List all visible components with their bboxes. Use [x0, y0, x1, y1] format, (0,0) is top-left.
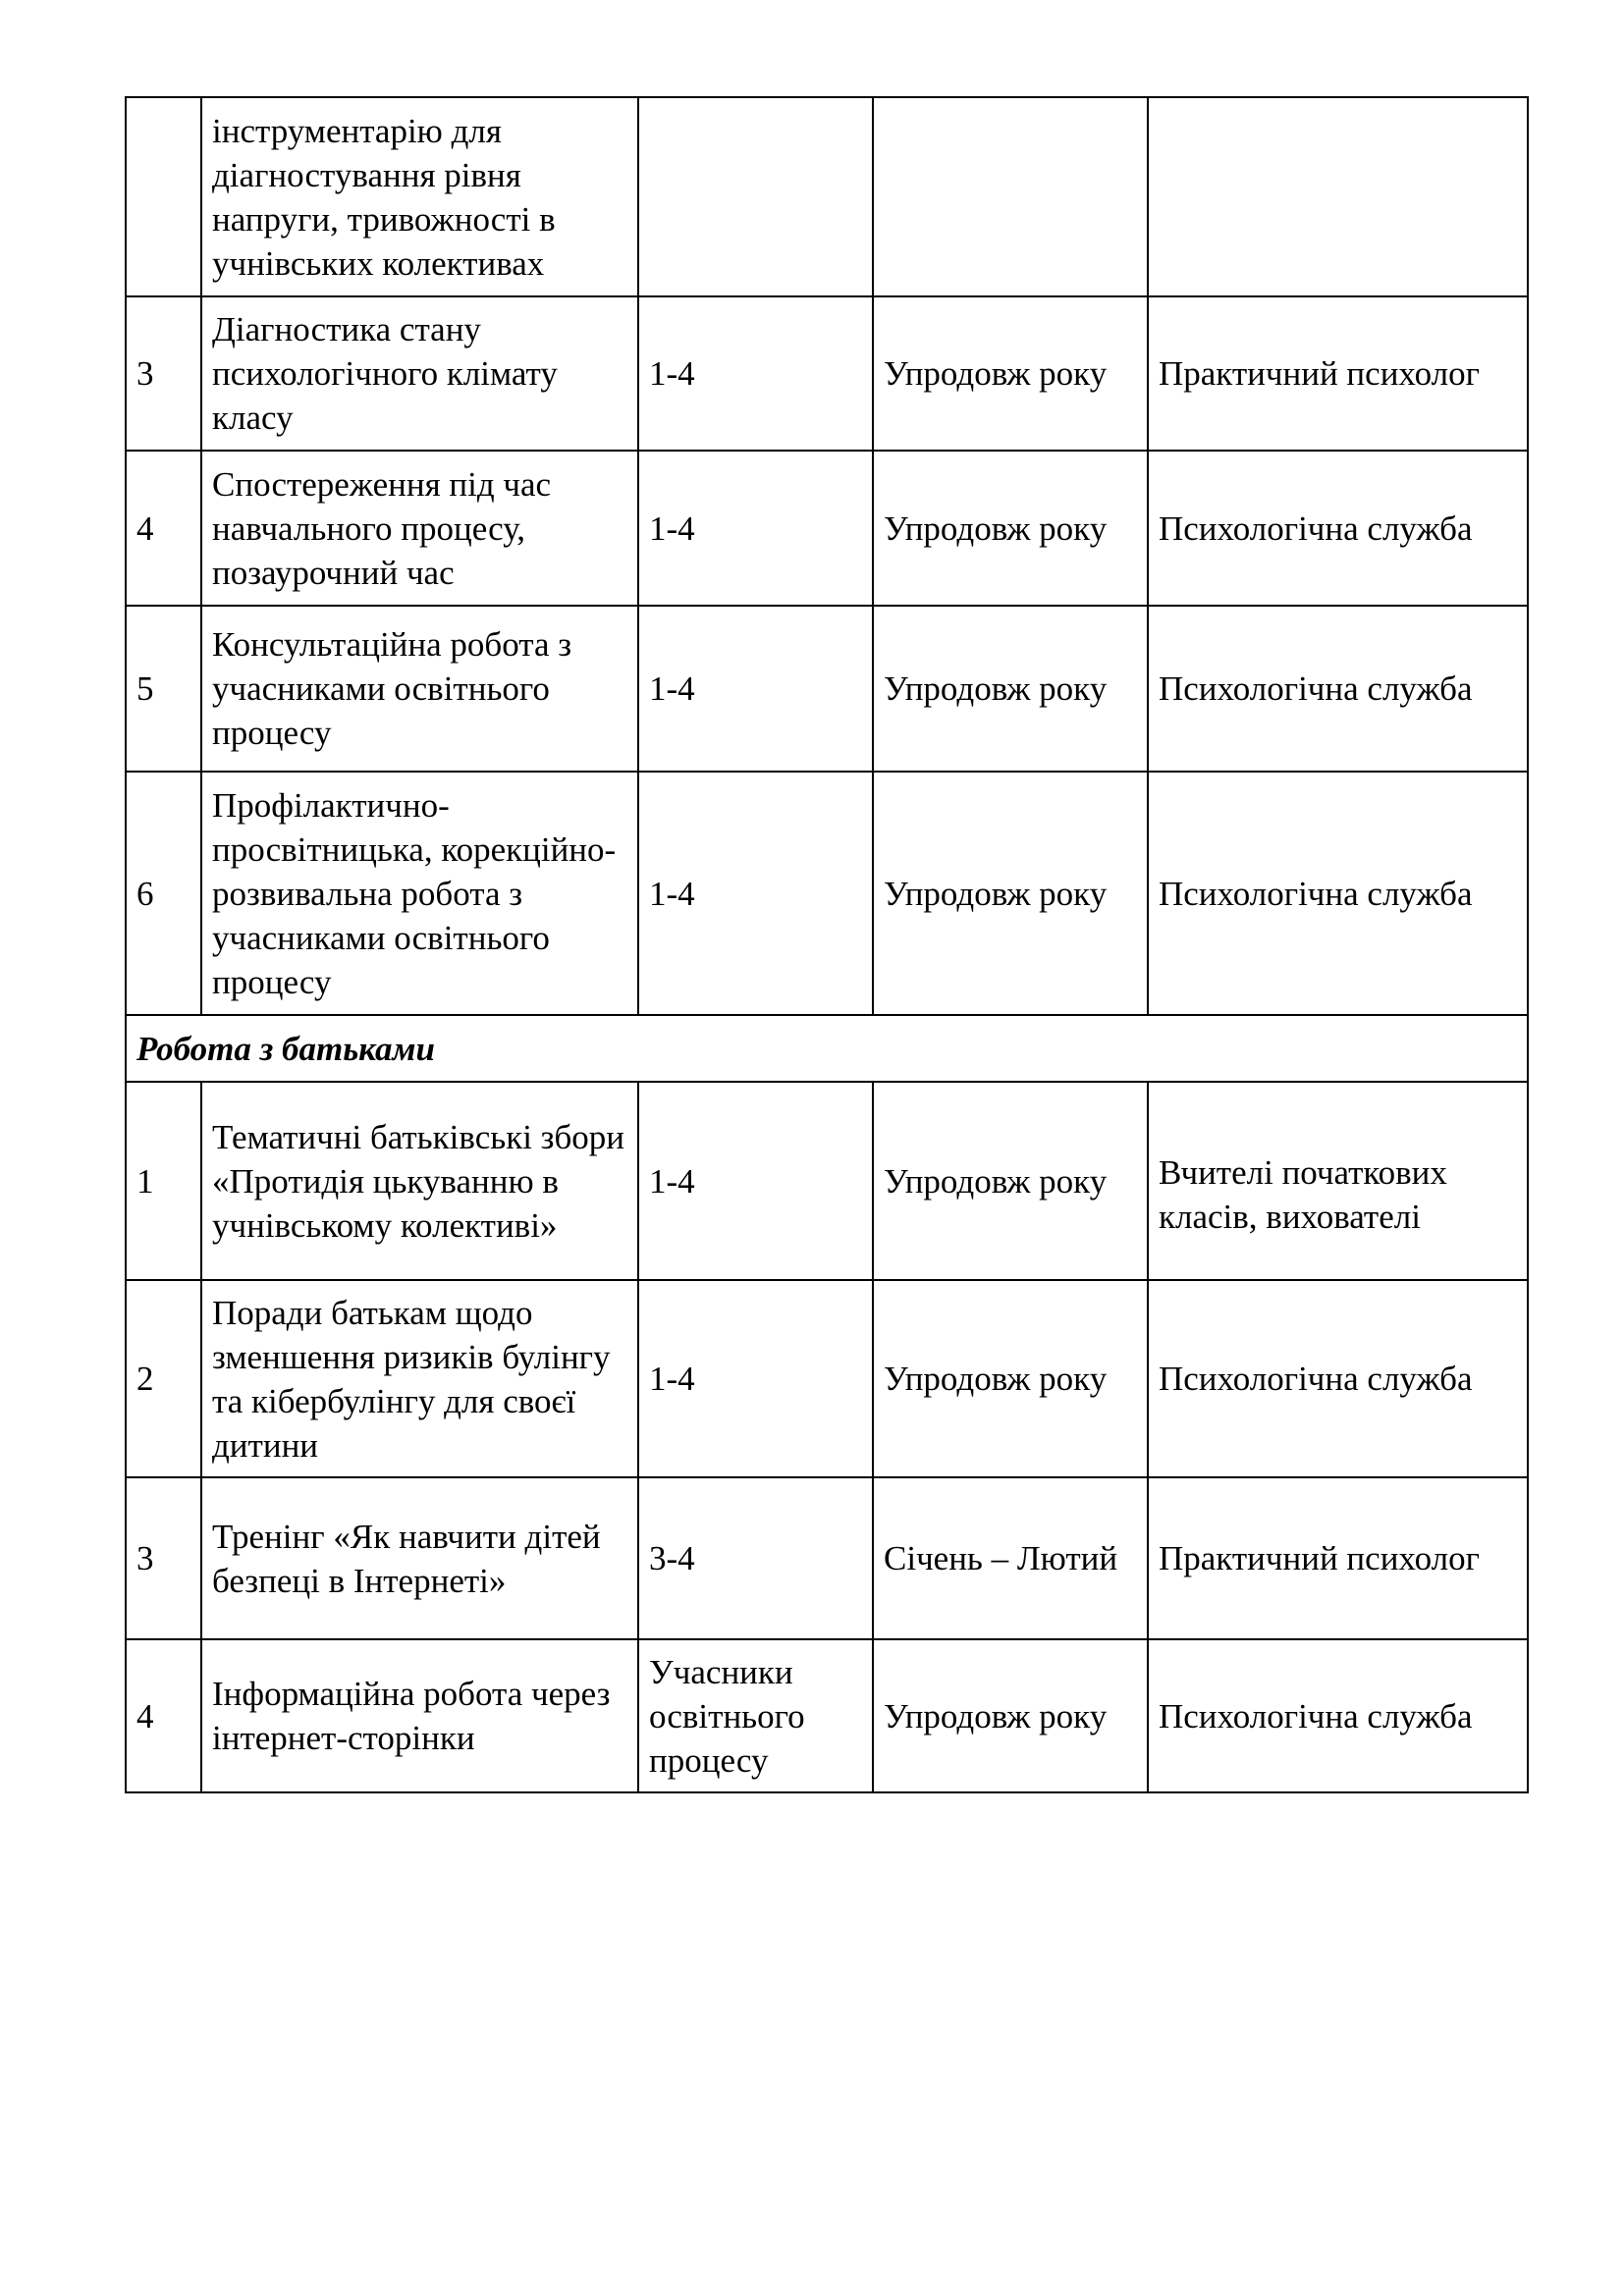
- activity-cell: Поради батькам щодо зменшення ризиків булінгу та кібербулінгу для своєї дитини: [201, 1280, 638, 1477]
- responsible-cell: Психологічна служба: [1148, 606, 1528, 772]
- activity-cell: Консультаційна робота з учасниками освітнього процесу: [201, 606, 638, 772]
- period-cell: Упродовж року: [873, 451, 1148, 606]
- row-number: 1: [126, 1082, 201, 1280]
- grade-cell: 1-4: [638, 772, 873, 1015]
- activity-cell: Тематичні батьківські збори «Протидія цькуванню в учнівському колективі»: [201, 1082, 638, 1280]
- row-number: 4: [126, 451, 201, 606]
- period-cell: Упродовж року: [873, 772, 1148, 1015]
- responsible-cell: Психологічна служба: [1148, 1639, 1528, 1792]
- activity-cell: Діагностика стану психологічного клімату класу: [201, 296, 638, 451]
- table-row: [126, 451, 1528, 606]
- activity-cell: інструментарію для діагностування рівня напруги, тривожності в учнівських колективах: [201, 97, 638, 296]
- table-row: [126, 1477, 1528, 1639]
- activity-cell: Профілактично-просвітницька, корекційно-розвивальна робота з учасниками освітнього процесу: [201, 772, 638, 1015]
- period-cell: Січень – Лютий: [873, 1477, 1148, 1639]
- responsible-cell: Психологічна служба: [1148, 451, 1528, 606]
- period-cell: Упродовж року: [873, 1082, 1148, 1280]
- table-row: [126, 1639, 1528, 1792]
- row-number: 3: [126, 1477, 201, 1639]
- responsible-cell: Психологічна служба: [1148, 1280, 1528, 1477]
- section-row: [126, 1015, 1528, 1082]
- period-cell: Упродовж року: [873, 1280, 1148, 1477]
- period-cell: Упродовж року: [873, 1639, 1148, 1792]
- grade-cell: 3-4: [638, 1477, 873, 1639]
- table-row: [126, 606, 1528, 772]
- table-row: [126, 296, 1528, 451]
- table-row: [126, 1280, 1528, 1477]
- activity-cell: Тренінг «Як навчити дітей безпеці в Інтернеті»: [201, 1477, 638, 1639]
- responsible-cell: [1148, 97, 1528, 296]
- grade-cell: [638, 97, 873, 296]
- grade-cell: 1-4: [638, 1280, 873, 1477]
- period-cell: Упродовж року: [873, 606, 1148, 772]
- grade-cell: 1-4: [638, 606, 873, 772]
- activity-plan-table: [125, 96, 1529, 1793]
- grade-cell: Учасники освітнього процесу: [638, 1639, 873, 1792]
- responsible-cell: Вчителі початкових класів, вихователі: [1148, 1082, 1528, 1280]
- responsible-cell: Практичний психолог: [1148, 296, 1528, 451]
- row-number: 3: [126, 296, 201, 451]
- row-number: 2: [126, 1280, 201, 1477]
- activity-cell: Спостереження під час навчального процесу, позаурочний час: [201, 451, 638, 606]
- responsible-cell: Практичний психолог: [1148, 1477, 1528, 1639]
- table-row: [126, 772, 1528, 1015]
- grade-cell: 1-4: [638, 1082, 873, 1280]
- row-number: [126, 97, 201, 296]
- period-cell: [873, 97, 1148, 296]
- row-number: 6: [126, 772, 201, 1015]
- grade-cell: 1-4: [638, 451, 873, 606]
- activity-cell: Інформаційна робота через інтернет-сторінки: [201, 1639, 638, 1792]
- section-title: Робота з батьками: [126, 1015, 1528, 1082]
- period-cell: Упродовж року: [873, 296, 1148, 451]
- table-row: [126, 1082, 1528, 1280]
- table-row: [126, 97, 1528, 296]
- row-number: 5: [126, 606, 201, 772]
- grade-cell: 1-4: [638, 296, 873, 451]
- row-number: 4: [126, 1639, 201, 1792]
- responsible-cell: Психологічна служба: [1148, 772, 1528, 1015]
